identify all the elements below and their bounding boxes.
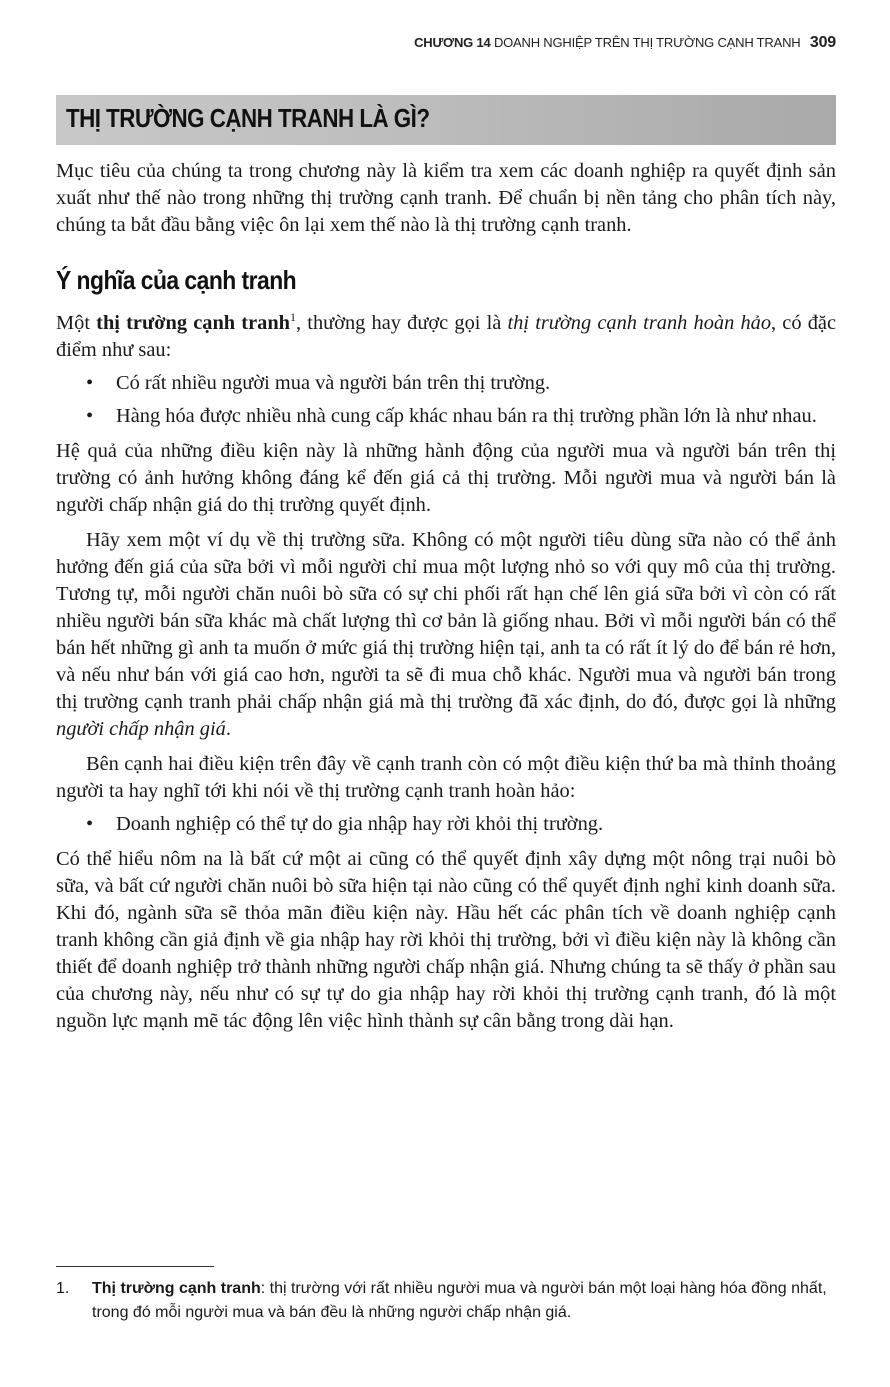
definition-term: thị trường cạnh tranh: [96, 312, 291, 334]
third-condition-list: [56, 811, 836, 838]
bullet-mark: •: [86, 813, 94, 835]
list-item: [56, 403, 836, 430]
list-item: [56, 370, 836, 397]
list-item-text: Doanh nghiệp có thể tự do gia nhập hay rời khỏi thị trường.: [116, 813, 604, 835]
definition-suffix: , có đặc điểm như sau:: [56, 312, 837, 361]
bullet-mark: •: [86, 372, 94, 394]
definition-mid: , thường hay được gọi là: [296, 312, 508, 334]
page-body: [56, 158, 836, 1035]
list-item-text: Hàng hóa được nhiều nhà cung cấp khác nhau bán ra thị trường phần lớn là như nhau.: [116, 405, 817, 427]
definition-paragraph: [56, 310, 836, 364]
milk-example-text: Hãy xem một ví dụ về thị trường sữa. Không có một người tiêu dùng sữa nào có thể ảnh hưởng đến giá của sữa bởi vì mỗi người chỉ mua một lượng nhỏ so với quy mô của thị trường. Tương tự, mỗi người chăn nuôi bò sữa có sự chi phối rất hạn chế lên giá sữa bởi vì còn có rất nhiều người bán sữa khác mà chất lượng thì cơ bản là giống nhau. Bởi vì mỗi người bán có thể bán hết những gì anh ta muốn ở mức giá thị trường hiện tại, anh ta có rất ít lý do để bán rẻ hơn, và nếu như bán với giá cao hơn, người ta sẽ đi mua chỗ khác. Người mua và người bán trong thị trường cạnh tranh phải chấp nhận giá mà thị trường đã xác định, do đó, được gọi là những: [56, 529, 836, 713]
consequence-paragraph: Hệ quả của những điều kiện này là những hành động của người mua và người bán trên thị trường có ảnh hưởng không đáng kể đến giá cả thị trường. Mỗi người mua và người bán là người chấp nhận giá do thị trường quyết định.: [56, 440, 836, 516]
subsection-heading: Ý nghĩa của cạnh tranh: [56, 265, 297, 295]
conditions-list: [56, 370, 836, 430]
footnote-text: : thị trường với rất nhiều người mua và người bán một loại hàng hóa đồng nhất, trong đó mỗi người mua và bán đều là những người chấp nhận giá.: [92, 1280, 827, 1321]
definition-alt-term: thị trường cạnh tranh hoàn hảo: [507, 312, 772, 334]
chapter-number: CHƯƠNG 14: [414, 35, 491, 50]
footnote: [56, 1277, 836, 1325]
footnote-number: 1.: [56, 1280, 70, 1297]
chapter-title: DOANH NGHIỆP TRÊN THỊ TRƯỜNG CẠNH TRANH: [493, 35, 801, 50]
list-item: [56, 811, 836, 838]
footnote-term: Thị trường cạnh tranh: [92, 1280, 261, 1297]
section-title: THỊ TRƯỜNG CẠNH TRANH LÀ GÌ?: [66, 103, 430, 133]
milk-example-end: .: [225, 718, 231, 740]
milk-example-paragraph: [56, 527, 836, 743]
price-taker-term: người chấp nhận giá: [56, 718, 226, 740]
third-condition-paragraph: Bên cạnh hai điều kiện trên đây về cạnh tranh còn có một điều kiện thứ ba mà thỉnh thoảng người ta hay nghĩ tới khi nói về thị trường cạnh tranh hoàn hảo:: [56, 753, 836, 802]
footnote-ref: 1: [290, 310, 297, 325]
footnote-divider: [56, 1266, 214, 1267]
intro-paragraph: Mục tiêu của chúng ta trong chương này là kiểm tra xem các doanh nghiệp ra quyết định sản xuất như thế nào trong những thị trường cạnh tranh. Để chuẩn bị nền tảng cho phân tích này, chúng ta bắt đầu bằng việc ôn lại xem thế nào là thị trường cạnh tranh.: [56, 160, 836, 236]
running-header: [0, 34, 836, 52]
definition-prefix: Một: [56, 312, 97, 334]
final-paragraph: Có thể hiểu nôm na là bất cứ một ai cũng có thể quyết định xây dựng một nông trại nuôi bò sữa, và bất cứ người chăn nuôi bò sữa hiện tại nào cũng có thể quyết định nghỉ kinh doanh sữa. Khi đó, ngành sữa sẽ thỏa mãn điều kiện này. Hầu hết các phân tích về doanh nghiệp cạnh tranh không cần giả định về gia nhập hay rời khỏi thị trường, bởi vì điều kiện này là không cần thiết để doanh nghiệp trở thành những người chấp nhận giá. Nhưng chúng ta sẽ thấy ở phần sau của chương này, nếu như có sự tự do gia nhập hay rời khỏi thị trường cạnh tranh, đó là một nguồn lực mạnh mẽ tác động lên việc hình thành sự cân bằng trong dài hạn.: [56, 848, 836, 1032]
bullet-mark: •: [86, 405, 94, 427]
list-item-text: Có rất nhiều người mua và người bán trên thị trường.: [116, 372, 551, 394]
page-number: 309: [809, 34, 836, 51]
